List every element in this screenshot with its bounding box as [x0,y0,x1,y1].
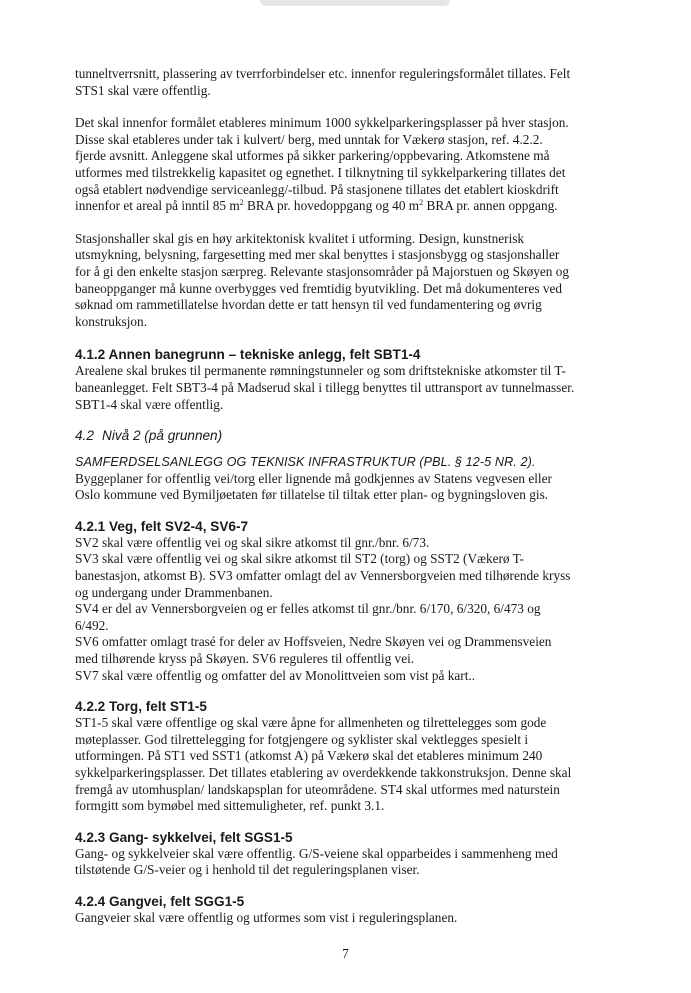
text-line: tunneltverrsnitt, plassering av tverrforbindelser etc. innenfor reguleringsformålet tillates. Felt [75,66,571,81]
section-heading [75,427,595,444]
superscript: 2 [239,198,244,208]
text-line: utformes med tilstrekkelig kapasitet og egnethet. I tilknytning til sykkelparkering tillates det [75,164,566,180]
intro-paragraph-2 [75,115,595,215]
text-line: møteplasser. God tilrettelegging for fotgjengere og syklister skal vektlegges spesielt i [75,731,529,747]
text-line: Stasjonshaller skal gis en høy arkitektonisk kvalitet i utforming. Design, kunstnerisk [75,230,525,246]
text-line: ST1-5 skal være offentlige og skal være åpne for allmenheten og tilrettelegges som gode [75,715,547,731]
text-line: søknad om rammetillatelse hvordan dette er tatt hensyn til ved fundamentering og øvrig [75,297,542,313]
section-4-2-1 [75,518,595,684]
text-line: også etablert nødvendige serviceanlegg/-tilbud. På stasjonene tillates det etablert kioskdrift [75,181,559,197]
text-line: Disse skal etableres under tak i kulvert/ berg, med unntak for Vækerø stasjon, ref. 4.2.2. [75,131,543,147]
text-line: sykkelparkeringsplasser. Det tillates etablering av overdekkende takkonstruksjon. Denne skal [75,765,572,780]
text-line: SV4 er del av Vennersborgveien og er felles atkomst til gnr./bnr. 6/170, 6/320, 6/473 og [75,601,541,617]
text-line: SBT1-4 skal være offentlig. [75,396,224,412]
text-line: SV6 omfatter omlagt trasé for deler av Hoffsveien, Nedre Skøyen vei og Drammensveien [75,634,552,650]
section-4-2 [75,427,595,504]
text-line: Byggeplaner for offentlig vei/torg eller lignende må godkjennes av Statens vegvesen eller [75,470,552,486]
text-line: baneoppganger må kunne overbygges ved fremtidig byutvikling. Det må dokumenteres ved [75,280,563,296]
section-heading: 4.2.1 Veg, felt SV2-4, SV6-7 [75,518,249,534]
text-line: banestasjon, atkomst B). SV3 omfatter omlagt del av Vennersborgveien med tilhørende kryss [75,568,571,584]
section-heading: 4.2.2 Torg, felt ST1-5 [75,699,207,715]
section-4-2-4 [75,893,595,927]
category-heading: SAMFERDSELSANLEGG OG TEKNISK INFRASTRUKTUR (PBL. § 12-5 NR. 2). [75,455,536,470]
text-line: utformingen. På ST1 ved SST1 (atkomst A) på Vækerø skal det etableres minimum 240 [75,748,543,764]
section-title: Nivå 2 (på grunnen) [102,428,223,444]
text-line: baneanlegget. Felt SBT3-4 på Madserud skal i tillegg benyttes til uttransport av tunnelmasser. [75,379,575,395]
page-number: 7 [342,946,349,961]
section-heading: 4.2.4 Gangvei, felt SGG1-5 [75,893,245,909]
text-line: Oslo kommune ved Bymiljøetaten før tillatelse til tiltak etter plan- og bygningsloven gis. [75,487,549,503]
section-number: 4.2 [75,428,94,444]
section-4-1-2 [75,346,595,413]
text-line: SV3 skal være offentlig vei og skal sikre atkomst til ST2 (torg) og SST2 (Vækerø T- [75,551,524,567]
superscript: 2 [419,198,424,208]
text-fragment: BRA pr. annen oppgang. [423,198,558,214]
scan-shadow [260,0,450,6]
text-line: Arealene skal brukes til permanente rømningstunneler og som driftstekniske atkomster til T- [75,363,566,379]
text-fragment: innenfor et areal på inntil 85 m [75,198,240,214]
text-line [75,198,595,215]
text-line: tilstøtende G/S-veier og i henhold til det reguleringsplanen viser. [75,862,420,878]
text-line: konstruksjon. [75,313,148,329]
text-line: utsmykning, belysning, fargesetting med mer skal benyttes i stasjonsbygg og stasjonshaller [75,247,560,263]
section-heading: 4.2.3 Gang- sykkelvei, felt SGS1-5 [75,829,293,845]
document-page [75,66,595,927]
text-line: Det skal innenfor formålet etableres minimum 1000 sykkelparkeringsplasser på hver stasjon. [75,115,569,131]
text-fragment: BRA pr. hovedoppgang og 40 m [243,198,420,214]
text-line: Gang- og sykkelveier skal være offentlig. G/S-veiene skal opparbeides i sammenheng med [75,845,558,861]
intro-paragraph-1 [75,66,595,99]
text-line: for å gi den enkelte stasjon særpreg. Relevante stasjonsområder på Majorstuen og Skøyen og [75,263,570,279]
section-4-2-2 [75,698,595,815]
text-line: med tilhørende kryss på Skøyen. SV6 reguleres til offentlig vei. [75,651,415,667]
text-line: SV7 skal være offentlig og omfatter del av Monolittveien som vist på kart.. [75,667,476,683]
section-4-2-3 [75,829,595,879]
section-heading: 4.1.2 Annen banegrunn – tekniske anlegg, felt SBT1-4 [75,347,421,363]
intro-paragraph-3 [75,231,595,331]
text-line: STS1 skal være offentlig. [75,82,211,98]
text-line: SV2 skal være offentlig vei og skal sikre atkomst til gnr./bnr. 6/73. [75,534,430,550]
text-line: formgitt som bymøbel med sittemuligheter, ref. punkt 3.1. [75,798,385,814]
text-line: fjerde avsnitt. Anleggene skal utformes på sikker parkering/oppbevaring. Atkomstene må [75,148,550,164]
text-line: og undergang under Drammenbanen. [75,584,273,600]
text-line: 6/492. [75,617,109,633]
text-line: fremgå av utomhusplan/ landskapsplan for uteområdene. ST4 skal utformes med naturstein [75,781,560,797]
text-line: Gangveier skal være offentlig og utformes som vist i reguleringsplanen. [75,909,458,925]
